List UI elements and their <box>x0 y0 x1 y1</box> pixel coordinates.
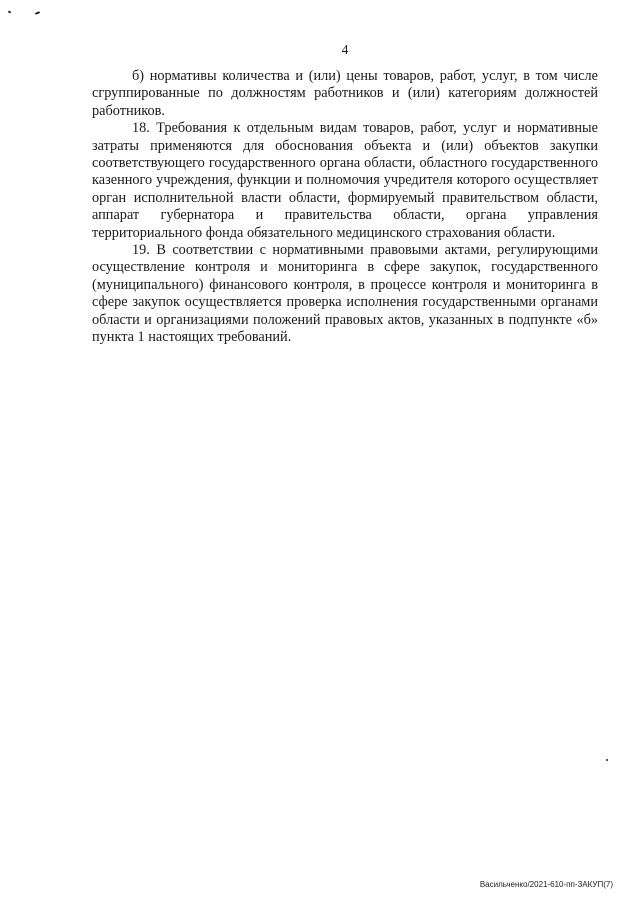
scan-speck <box>606 759 608 761</box>
paragraph-18: 18. Требования к отдельным видам товаров, работ, услуг и нормативные затраты применяются для обоснования объекта и (или) объектов закупки соответствующего государственного органа области, областного государственного казенного учреждения, функции и полномочия учредителя которого осуществляет орган исполнительной власти области, формируемый правительством области, аппарат губернатора и правительства области, органа управления территориального фонда обязательного медицинского страхования области. <box>92 120 598 241</box>
document-body <box>92 68 598 347</box>
document-footer-code: Васильченко/2021-610-пп-ЗАКУП(7) <box>479 880 613 889</box>
scan-speck <box>8 10 12 13</box>
paragraph-subitem-b: б) нормативы количества и (или) цены товаров, работ, услуг, в том числе сгруппированные по должностям работников и (или) категориям должностей работников. <box>92 68 598 119</box>
paragraph-19: 19. В соответствии с нормативными правовыми актами, регулирующими осуществление контроля и мониторинга в сфере закупок, государственного (муниципального) финансового контроля, в процессе контроля и мониторинга в сфере закупок осуществляется проверка исполнения государственными органами области и организациями положений правовых актов, указанных в подпункте «б» пункта 1 настоящих требований. <box>92 242 598 346</box>
scan-speck <box>35 11 40 15</box>
page-number: 4 <box>341 42 349 57</box>
